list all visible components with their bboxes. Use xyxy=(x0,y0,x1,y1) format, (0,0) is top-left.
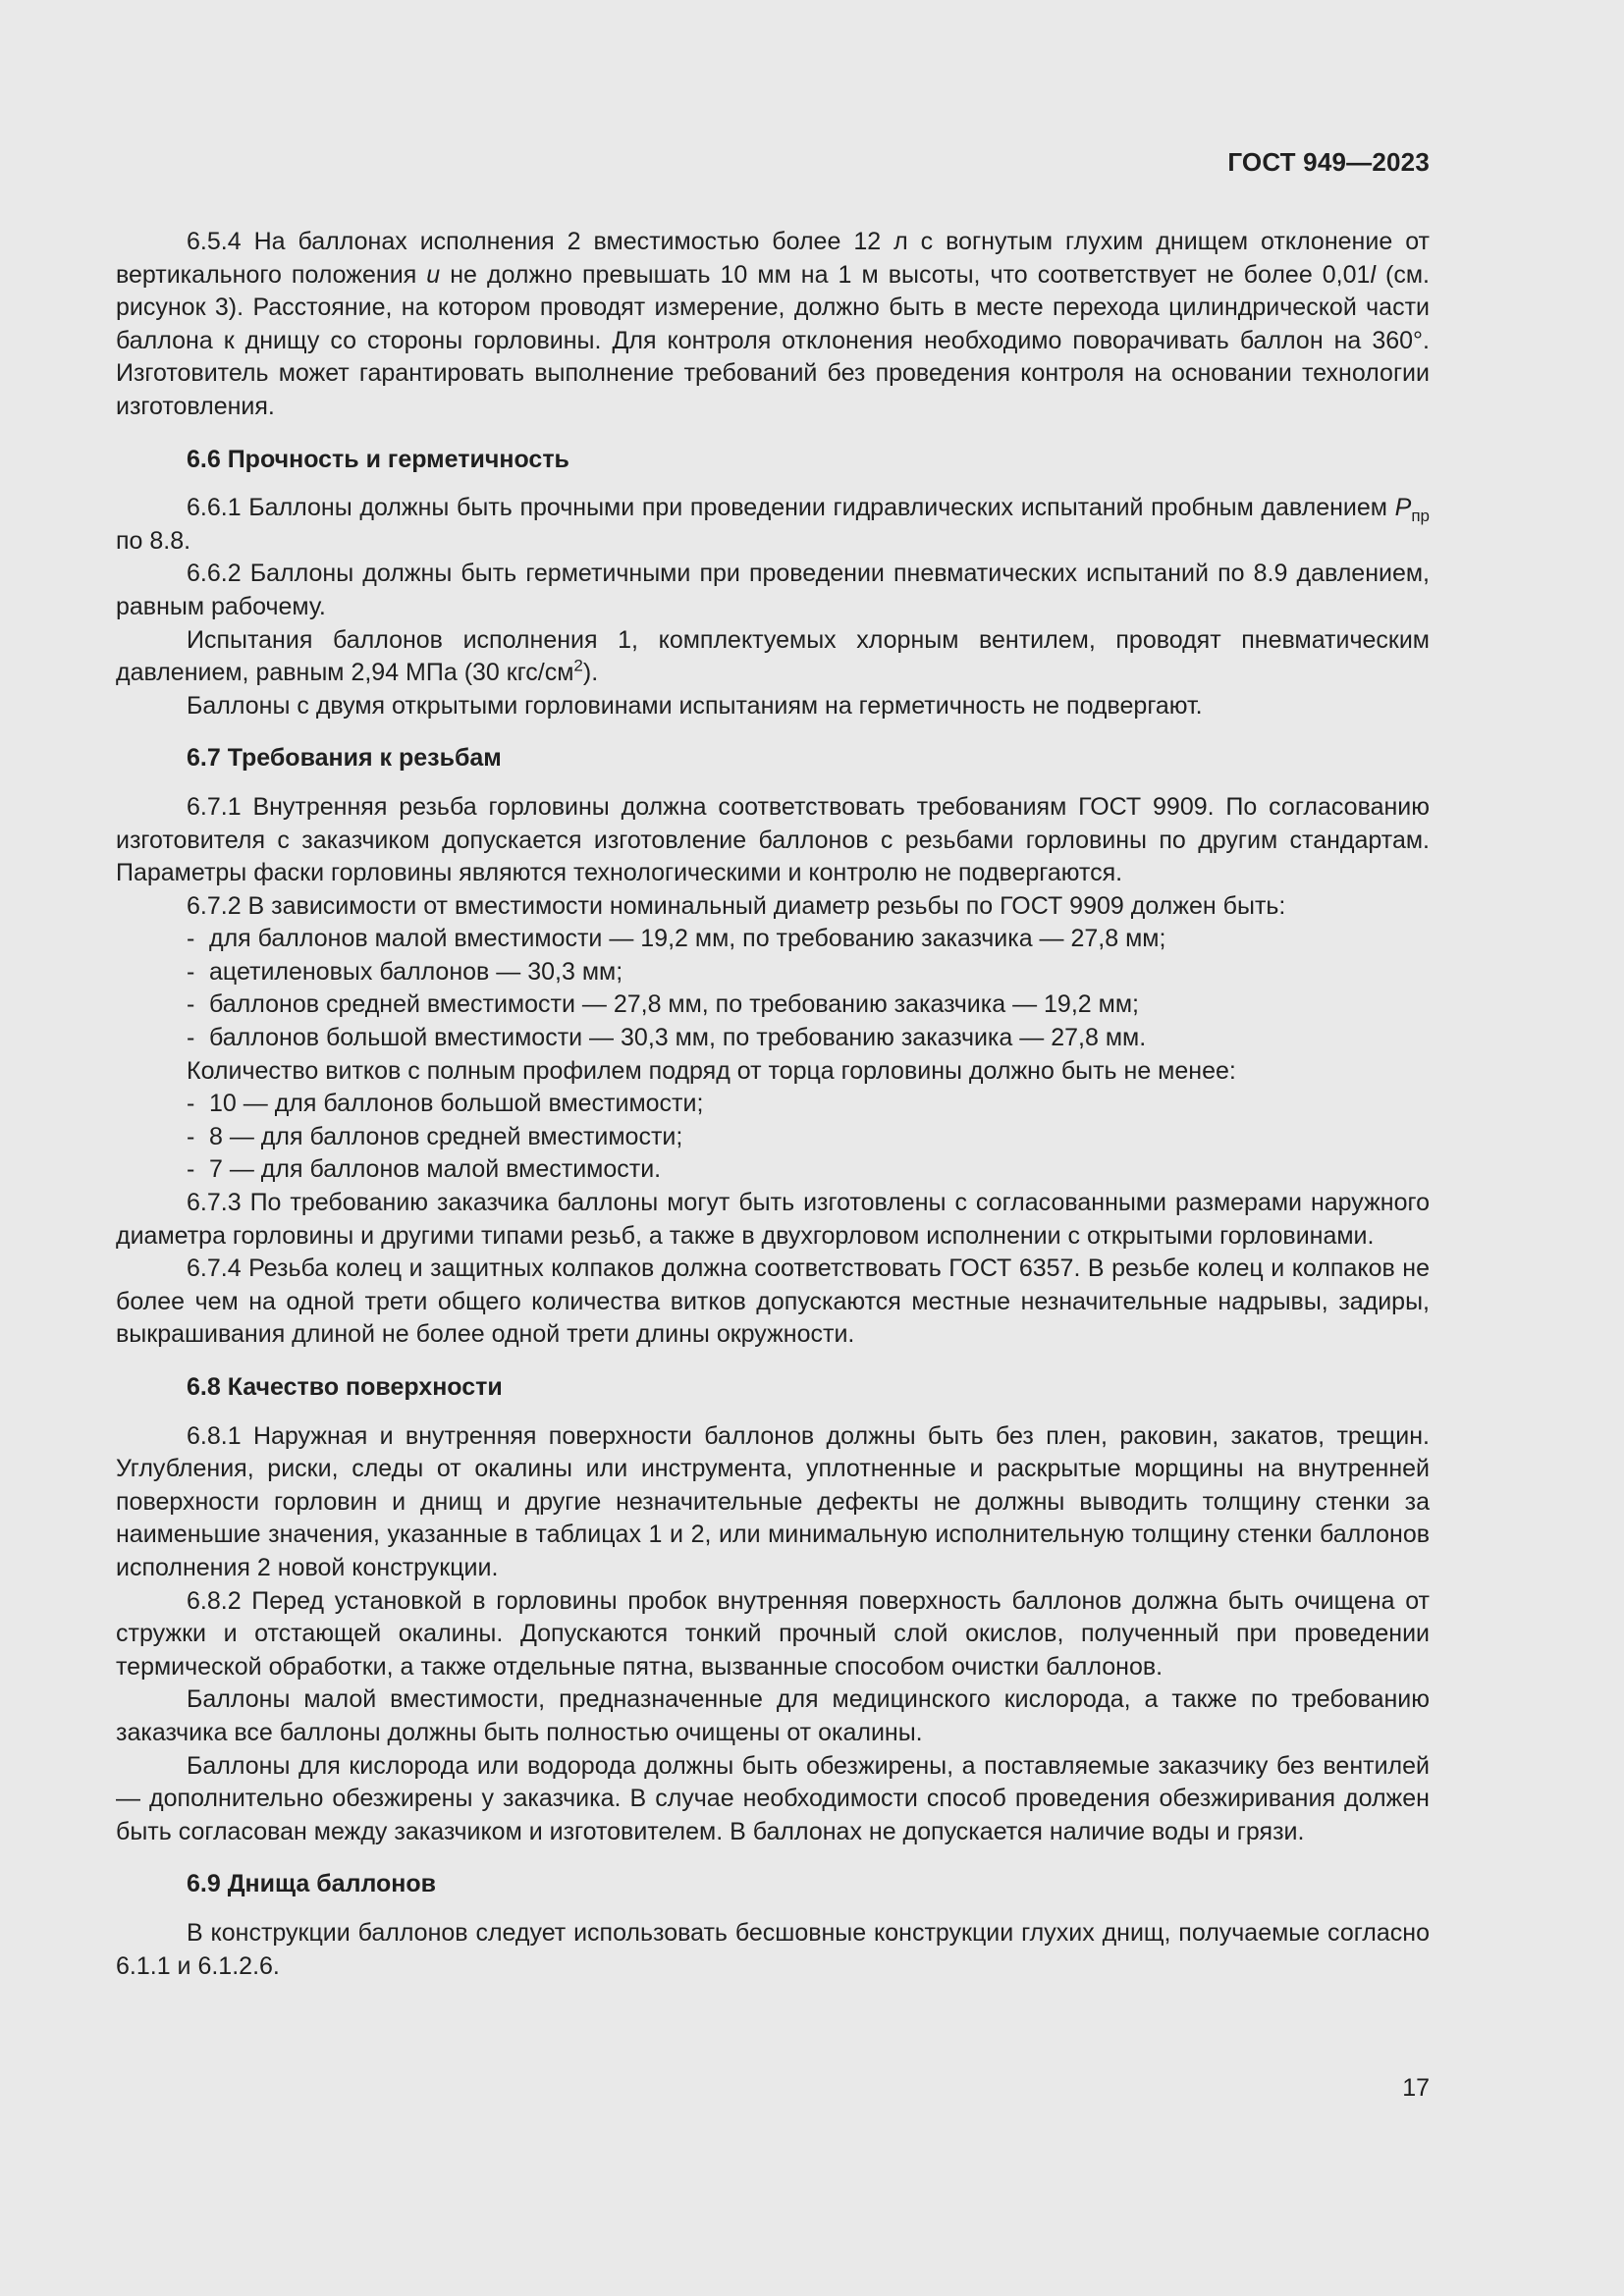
list-item: - 10 — для баллонов большой вместимости; xyxy=(187,1090,704,1118)
document-code-header: ГОСТ 949—2023 xyxy=(1227,147,1430,177)
text-run: Испытания баллонов исполнения 1, комплектуемых хлорным вентилем, проводят пневматическим давлением, равным 2,94 МПа (30 кгс/см xyxy=(116,625,1430,687)
paragraph-chlorine-test xyxy=(116,624,1430,690)
list-item: - для баллонов малой вместимости — 19,2 мм, по требованию заказчика — 27,8 мм; xyxy=(187,925,1166,953)
text-run: не должно превышать 10 мм на 1 м высоты, что соответствует не более 0,01 xyxy=(440,260,1371,289)
paragraph-6-8-1: 6.8.1 Наружная и внутренняя поверхности баллонов должны быть без плен, раковин, закатов, трещин. Углубления, риски, следы от окалины или инструмента, уплотненные и раскрытые морщины на внутренней поверхности горловин и днищ и другие незначительные дефекты не должны выводить толщину стенки за наименьшие значения, указанные в таблицах 1 и 2, или минимальную исполнительную толщину стенки баллонов исполнения 2 новой конструкции. xyxy=(116,1421,1430,1581)
paragraph-6-7-1: 6.7.1 Внутренняя резьба горловины должна соответствовать требованиям ГОСТ 9909. По согласованию изготовителя с заказчиком допускается изготовление баллонов с резьбами горловины по другим стандартам. Параметры фаски горловины являются технологическими и контролю не подвергаются. xyxy=(116,792,1430,887)
paragraph-6-7-3: 6.7.3 По требованию заказчика баллоны могут быть изготовлены с согласованными размерами наружного диаметра горловины и другими типами резьб, а также в двухгорловом исполнении с открытыми горловинами. xyxy=(116,1189,1430,1250)
document-body xyxy=(116,226,1430,1983)
text-run: 6.6.1 Баллоны должны быть прочными при проведении гидравлических испытаний пробным давлением xyxy=(187,494,1395,522)
list-item: - баллонов большой вместимости — 30,3 мм, по требованию заказчика — 27,8 мм. xyxy=(187,1024,1147,1052)
paragraph-oxygen-hydrogen: Баллоны для кислорода или водорода должны быть обезжирены, а поставляемые заказчику без вентилей — дополнительно обезжирены у заказчика. В случае необходимости способ проведения обезжиривания должен быть согласован между заказчиком и изготовителем. В баллонах не допускается наличие воды и грязи. xyxy=(116,1751,1430,1845)
paragraph-medical-oxygen: Баллоны малой вместимости, предназначенные для медицинского кислорода, а также по требованию заказчика все баллоны должны быть полностью очищены от окалины. xyxy=(116,1685,1430,1746)
paragraph-6-6-1 xyxy=(116,492,1430,558)
paragraph-6-9: В конструкции баллонов следует использовать бесшовные конструкции глухих днищ, получаемые согласно 6.1.1 и 6.1.2.6. xyxy=(116,1918,1430,1980)
paragraph-6-8-2: 6.8.2 Перед установкой в горловины пробок внутренняя поверхность баллонов должна быть очищена от стружки и отстающей окалины. Допускаются тонкий прочный слой окислов, полученный при проведении термической обработки, а также отдельные пятна, вызванные способом очистки баллонов. xyxy=(116,1586,1430,1681)
list-item-text: 7 — для баллонов малой вместимости. xyxy=(209,1155,662,1184)
section-heading-6-8: 6.8 Качество поверхности xyxy=(187,1373,503,1401)
list-item: - 8 — для баллонов средней вместимости; xyxy=(187,1122,683,1150)
paragraph-two-necks: Баллоны с двумя открытыми горловинами испытаниям на герметичность не подвергают. xyxy=(187,691,1203,720)
paragraph-6-7-4: 6.7.4 Резьба колец и защитных колпаков должна соответствовать ГОСТ 6357. В резьбе колец и колпаков не более чем на одной трети общего количества витков допускаются местные незначительные надрывы, задиры, выкрашивания длиной не более одной трети длины окружности. xyxy=(116,1255,1430,1349)
list-item: - ацетиленовых баллонов — 30,3 мм; xyxy=(187,957,623,986)
subscript-pr: пр xyxy=(1411,507,1430,526)
section-heading-6-9: 6.9 Днища баллонов xyxy=(187,1870,437,1898)
list-item-text: ацетиленовых баллонов — 30,3 мм; xyxy=(209,957,623,986)
text-run: 6.5.4 На баллонах исполнения 2 вместимостью более 12 л с вогнутым глухим днищем отклонение от вертикального положения xyxy=(116,228,1430,289)
variable-l: l xyxy=(1370,260,1376,289)
page-number: 17 xyxy=(1402,2074,1430,2102)
list-item-text: баллонов средней вместимости — 27,8 мм, по требованию заказчика — 19,2 мм; xyxy=(209,990,1139,1019)
section-heading-6-7: 6.7 Требования к резьбам xyxy=(187,744,502,773)
list-item-text: 8 — для баллонов средней вместимости; xyxy=(209,1122,683,1150)
paragraph-6-5-4 xyxy=(116,226,1430,424)
variable-p: P xyxy=(1394,494,1412,522)
paragraph-6-7-2: 6.7.2 В зависимости от вместимости номинальный диаметр резьбы по ГОСТ 9909 должен быть: xyxy=(187,891,1286,920)
list-item-text: баллонов большой вместимости — 30,3 мм, по требованию заказчика — 27,8 мм. xyxy=(209,1024,1147,1052)
superscript-2: 2 xyxy=(573,656,583,675)
text-run: ). xyxy=(582,659,599,687)
section-heading-6-6: 6.6 Прочность и герметичность xyxy=(187,445,569,473)
text-run: (см. рисунок 3). Расстояние, на котором проводят измерение, должно быть в месте перехода цилиндрической части баллона к днищу со стороны горловины. Для контроля отклонения необходимо поворачивать баллон на 360°. Изготовитель может гарантировать выполнение требований без проведения контроля на основании технологии изготовления. xyxy=(116,260,1431,420)
list-item-text: для баллонов малой вместимости — 19,2 мм, по требованию заказчика — 27,8 мм; xyxy=(209,925,1166,953)
list-item: - баллонов средней вместимости — 27,8 мм, по требованию заказчика — 19,2 мм; xyxy=(187,990,1139,1019)
variable-u: u xyxy=(426,260,441,289)
paragraph-thread-turns: Количество витков с полным профилем подряд от торца горловины должно быть не менее: xyxy=(187,1056,1236,1085)
list-item-text: 10 — для баллонов большой вместимости; xyxy=(209,1090,704,1118)
list-item: - 7 — для баллонов малой вместимости. xyxy=(187,1155,662,1184)
paragraph-6-6-2: 6.6.2 Баллоны должны быть герметичными при проведении пневматических испытаний по 8.9 давлением, равным рабочему. xyxy=(116,560,1430,620)
text-run: по 8.8. xyxy=(116,526,191,555)
